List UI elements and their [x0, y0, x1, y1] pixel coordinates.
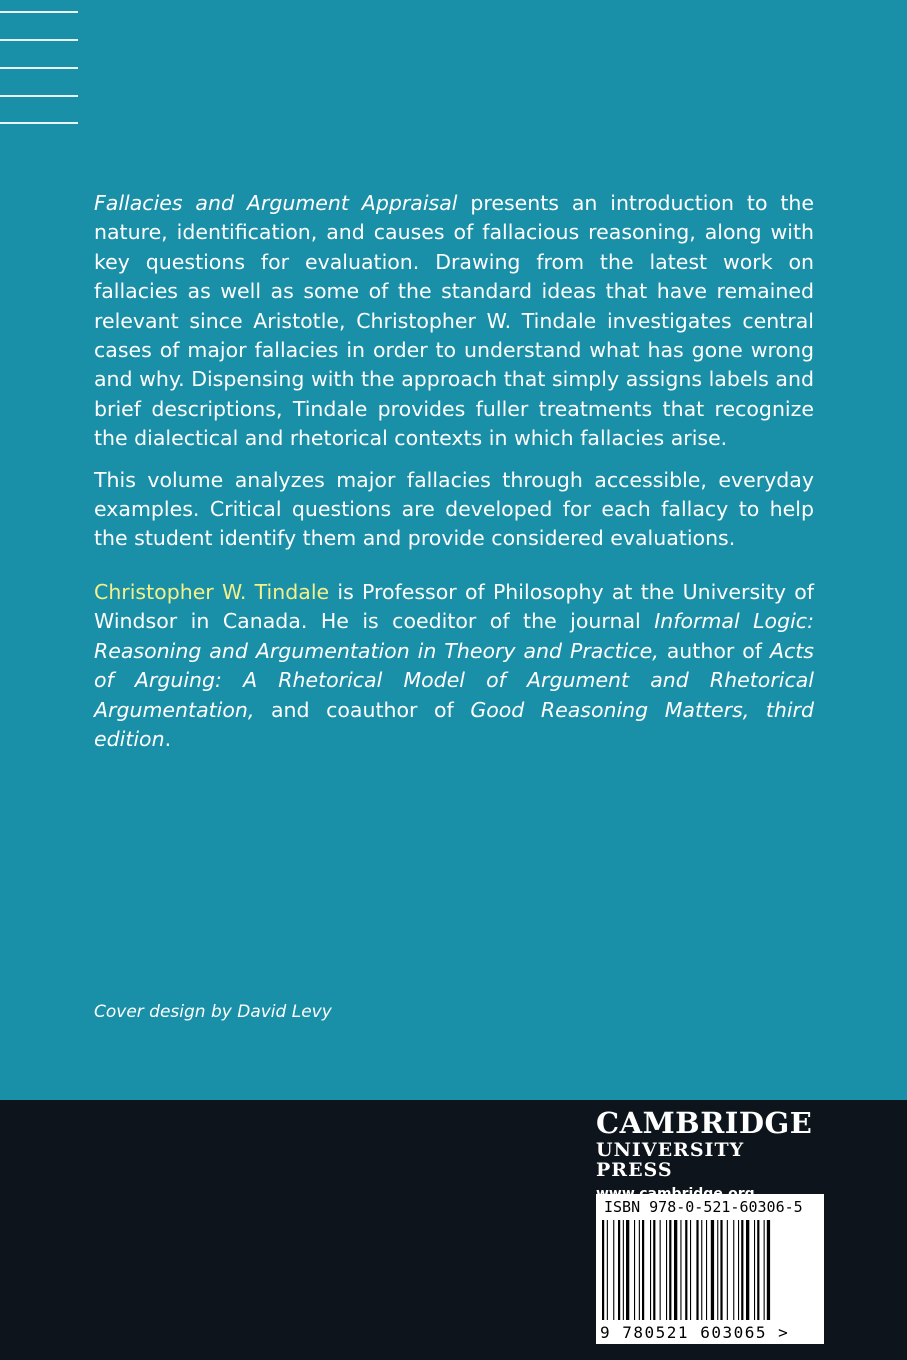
barcode — [596, 1194, 824, 1344]
cover-credit: Cover design by David Levy — [94, 1002, 332, 1022]
book-title: Fallacies and Argument Appraisal — [94, 191, 458, 215]
blurb-paragraph-1: Fallacies and Argument Appraisal presents an introduction to the nature, identification, and causes of fallacious reasoning, along with key questions for evaluation. Drawing from the latest work on fallacies as well as some of the standard ideas that have remained relevant since Aristotle, Christopher W. Tindale investigates central cases of major fallacies in order to understand what has gone wrong and why. Dispensing with the approach that simply assigns labels and brief descriptions, Tindale provides fuller treatments that recognize the dialectical and rhetorical contexts in which fallacies arise. — [94, 191, 814, 451]
publisher-logo — [596, 1106, 826, 1202]
blurb — [94, 189, 814, 766]
publisher-name: CAMBRIDGE — [596, 1106, 813, 1140]
barcode-bars — [602, 1220, 816, 1320]
blurb-paragraph-2: This volume analyzes major fallacies through accessible, everyday examples. Critical questions are developed for each fallacy to help the student identify them and provide considered evaluations. — [94, 467, 814, 551]
isbn-text: ISBN 978-0-521-60306-5 — [604, 1198, 803, 1216]
author-name: Christopher W. Tindale — [94, 579, 330, 604]
publisher-press: UNIVERSITY PRESS — [596, 1139, 745, 1181]
barcode-digits: 9 780521 603065 > — [600, 1323, 790, 1342]
author-bio: Christopher W. Tindale is Professor of Philosophy at the University of Windsor in Canada. He is coeditor of the journal Informal Logic: Reasoning and Argumentation in Theory and Practice, author of Acts of Arguing: A Rhetorical Model of Argument and Rhetorical Argumentation, and coauthor of Good Reasoning Matters, third edition. — [94, 579, 815, 751]
